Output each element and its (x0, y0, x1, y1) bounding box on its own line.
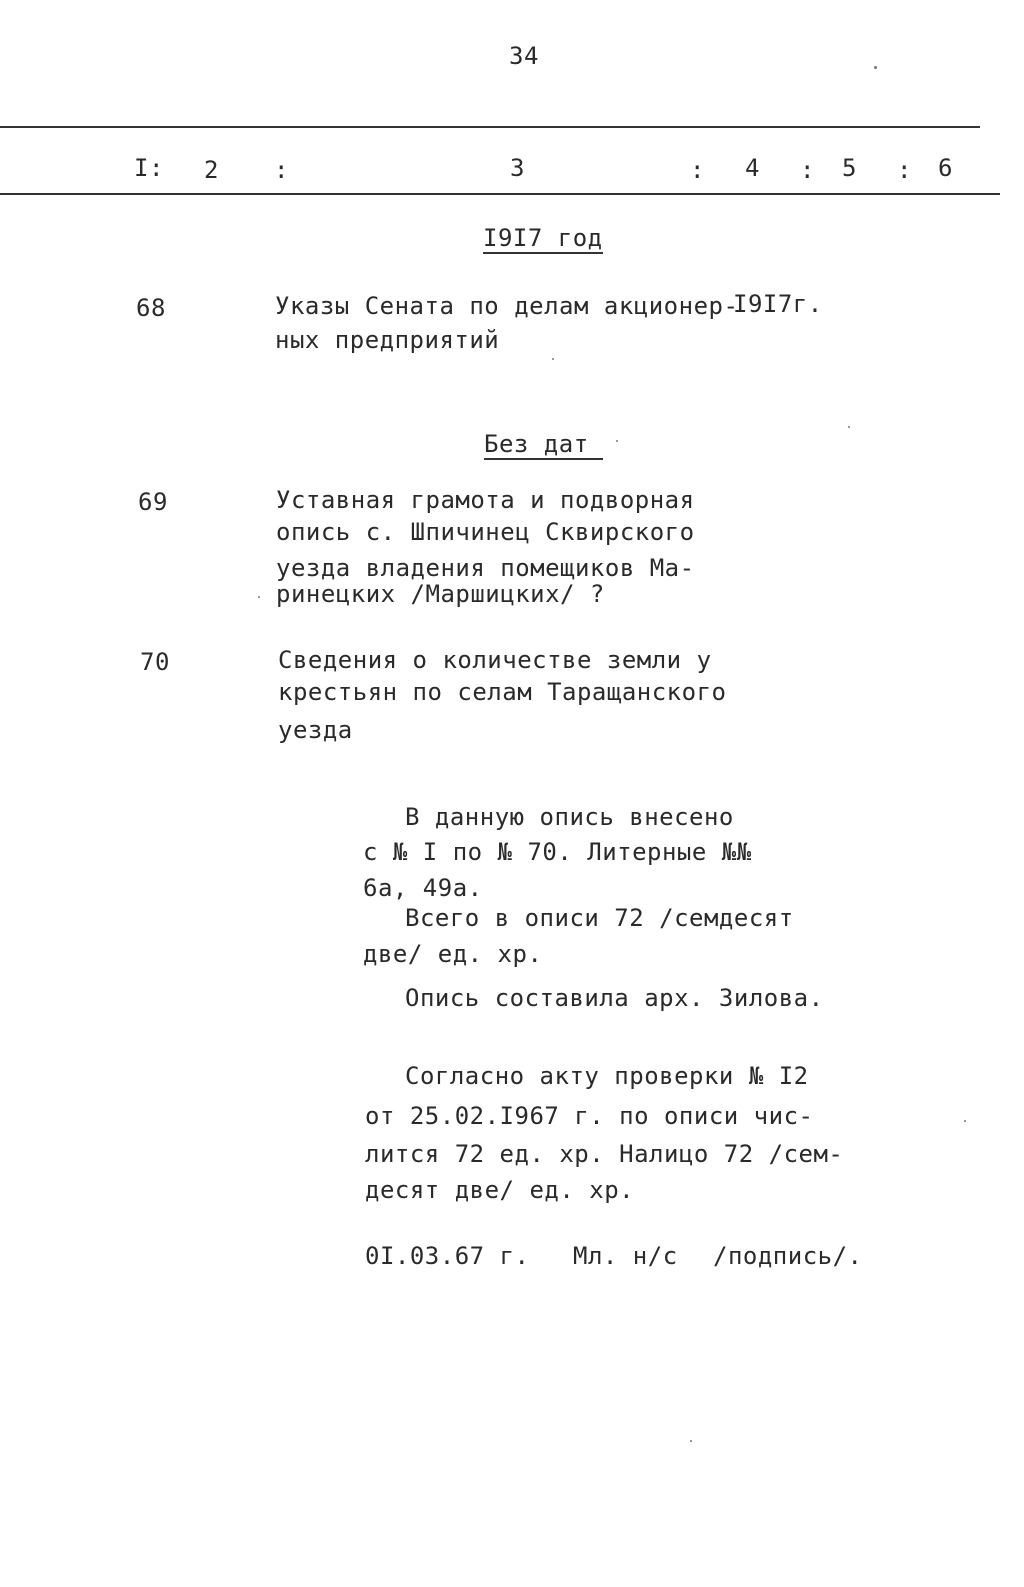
scan-speck (848, 426, 850, 428)
entry-68-title-line1: Указы Сената по делам акционер- (275, 292, 739, 320)
scan-speck (616, 440, 618, 442)
entry-68-number: 68 (136, 294, 166, 322)
column-header-2: 2 (204, 156, 219, 184)
entry-69-title-line4: ринецких /Маршицких/ ? (276, 580, 605, 608)
column-header-5: 5 (842, 154, 857, 182)
section-heading-1917: I9I7 год (483, 224, 603, 252)
verification-line1: Согласно акту проверки № I2 (405, 1062, 809, 1090)
scan-speck (552, 358, 554, 360)
header-top-rule (0, 126, 980, 128)
footer-signature: /подпись/. (713, 1242, 863, 1270)
scan-speck (964, 1120, 966, 1122)
scan-speck (874, 66, 877, 69)
entry-70-title-line2: крестьян по селам Таращанского (278, 678, 727, 706)
column-separator: : (690, 156, 705, 184)
scan-speck (258, 596, 260, 598)
entry-69-title-line3: уезда владения помещиков Ма- (276, 554, 695, 582)
page-number: 34 (509, 42, 539, 70)
entry-68-title-line2: ных предприятий (275, 326, 500, 354)
verification-line4: десят две/ ед. хр. (365, 1176, 635, 1204)
section-heading-no-dates: Без дат (484, 432, 603, 460)
column-separator: : (897, 156, 912, 184)
summary-line6: Опись составила арх. Зилова. (405, 984, 824, 1012)
verification-line3: лится 72 ед. хр. Налицо 72 /сем- (365, 1140, 844, 1168)
entry-70-number: 70 (140, 648, 170, 676)
entry-68-date: I9I7г. (733, 290, 823, 318)
verification-line2: от 25.02.I967 г. по описи чис- (365, 1102, 814, 1130)
entry-69-title-line2: опись с. Шпичинец Сквирского (276, 518, 695, 546)
column-header-6: 6 (938, 154, 953, 182)
column-header-3: 3 (510, 154, 525, 182)
summary-line4: Всего в описи 72 /семдесят (405, 904, 794, 932)
entry-69-number: 69 (138, 488, 168, 516)
entry-69-title-line1: Уставная грамота и подворная (276, 486, 695, 514)
column-separator: : (274, 156, 289, 184)
header-bottom-rule (0, 193, 1000, 195)
column-header-4: 4 (745, 154, 760, 182)
footer-position: Мл. н/с (573, 1242, 678, 1270)
summary-line1: В данную опись внесено (405, 803, 734, 831)
footer-date: 0I.03.67 г. (365, 1242, 530, 1270)
scan-speck (690, 1440, 692, 1442)
column-header-1: I: (134, 154, 164, 182)
entry-70-title-line3: уезда (278, 716, 353, 744)
column-separator: : (800, 156, 815, 184)
entry-70-title-line1: Сведения о количестве земли у (278, 646, 712, 674)
summary-line2: с № I по № 70. Литерные №№ (363, 838, 752, 866)
summary-line3: 6а, 49а. (363, 874, 483, 902)
summary-line5: две/ ед. хр. (363, 940, 543, 968)
